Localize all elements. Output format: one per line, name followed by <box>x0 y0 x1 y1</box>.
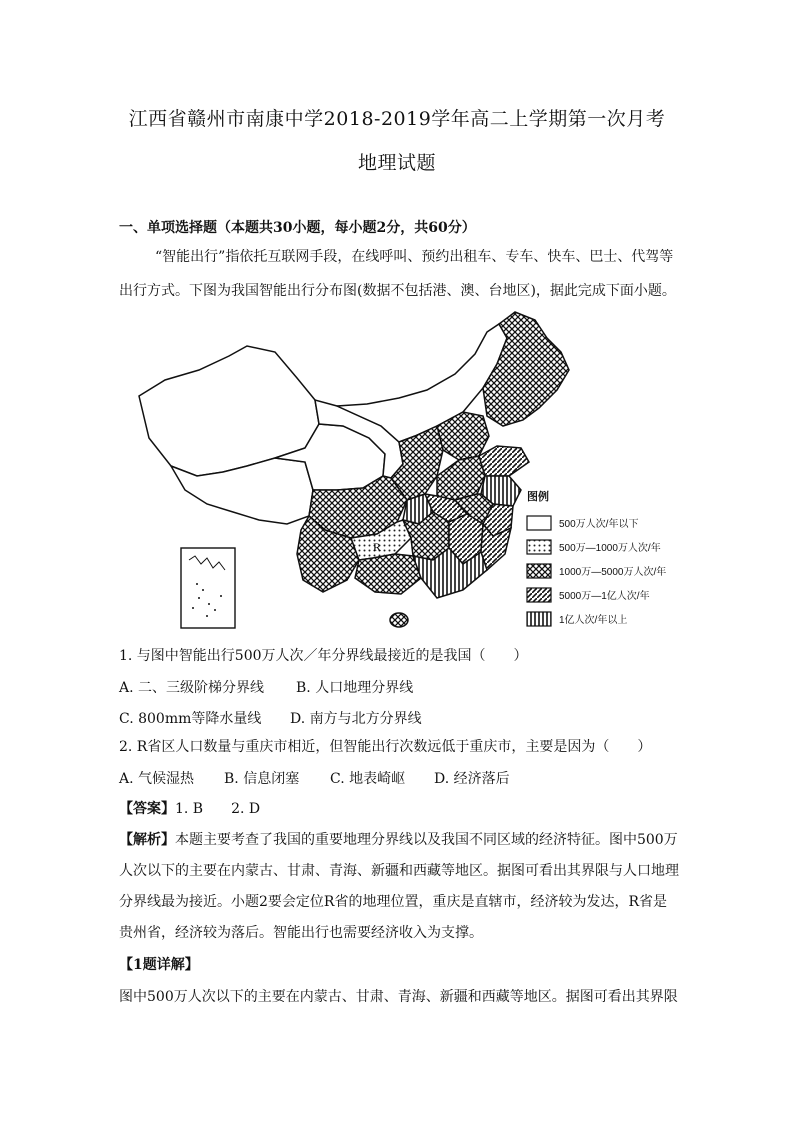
answer-block <box>119 800 679 818</box>
legend-label-1: 500万人次/年以下 <box>559 519 639 530</box>
region-r-label: R <box>373 540 382 554</box>
q2-stem: 2. R省区人口数量与重庆市相近，但智能出行次数远低于重庆市，主要是因为（ ） <box>119 739 652 755</box>
exam-title: 江西省赣州市南康中学2018-2019学年高二上学期第一次月考 <box>128 108 666 130</box>
section-heading: 一、单项选择题（本题共30小题，每小题2分，共60分） <box>119 220 476 236</box>
legend-label-5: 1亿人次/年以上 <box>559 615 628 626</box>
region-hainan <box>390 613 408 627</box>
q2-option-a: A. 气候湿热 <box>119 771 195 787</box>
detail-line-1: 图中500万人次以下的主要在内蒙古、甘肃、青海、新疆和西藏等地区。据图可看出其界限 <box>119 989 678 1005</box>
smart-travel-map <box>137 308 692 640</box>
q2-option-c: C. 地表崎岖 <box>330 771 406 787</box>
q2-option-d: D. 经济落后 <box>434 771 510 787</box>
analysis-line-4: 贵州省，经济较为落后。智能出行也需要经济收入为支撑。 <box>119 925 483 941</box>
legend-label-4: 5000万—1亿人次/年 <box>559 591 650 602</box>
q1-option-c: C. 800mm等降水量线 <box>119 711 262 727</box>
q2-option-b: B. 信息闭塞 <box>224 771 300 787</box>
detail-heading: 【1题详解】 <box>119 957 199 973</box>
analysis-line-2: 人次以下的主要在内蒙古、甘肃、青海、新疆和西藏等地区。据图可看出其界限与人口地理 <box>119 863 679 879</box>
legend-title: 图例 <box>527 491 549 503</box>
legend-label-2: 500万—1000万人次/年 <box>559 543 661 554</box>
legend-label-3: 1000万—5000万人次/年 <box>559 567 667 578</box>
region-shandong <box>479 446 529 476</box>
q1-stem: 1. 与图中智能出行500万人次／年分界线最接近的是我国（ ） <box>119 648 528 664</box>
q1-option-a: A. 二、三级阶梯分界线 <box>119 680 265 696</box>
exam-subject: 地理试题 <box>357 152 436 174</box>
q1-option-d: D. 南方与北方分界线 <box>290 711 422 727</box>
map-legend <box>527 489 666 626</box>
intro-line-1: “智能出行”指依托互联网手段，在线呼叫、预约出租车、专车、快车、巴士、代驾等 <box>155 249 674 265</box>
intro-line-2: 出行方式。下图为我国智能出行分布图(数据不包括港、澳、台地区)，据此完成下面小题。 <box>119 283 676 299</box>
region-guangxi <box>355 554 421 594</box>
analysis-label: 【解析】 <box>119 832 175 848</box>
analysis-text-1: 本题主要考查了我国的重要地理分界线以及我国不同区域的经济特征。图中500万 <box>175 832 678 848</box>
analysis-line-3: 分界线最为接近。小题2要会定位R省的地理位置，重庆是直辖市，经济较为发达，R省是 <box>119 894 667 910</box>
answer-label: 【答案】 <box>119 801 175 817</box>
answer-text: 1. B 2. D <box>175 801 261 817</box>
q1-option-b: B. 人口地理分界线 <box>296 680 414 696</box>
analysis-line-1 <box>119 831 679 849</box>
